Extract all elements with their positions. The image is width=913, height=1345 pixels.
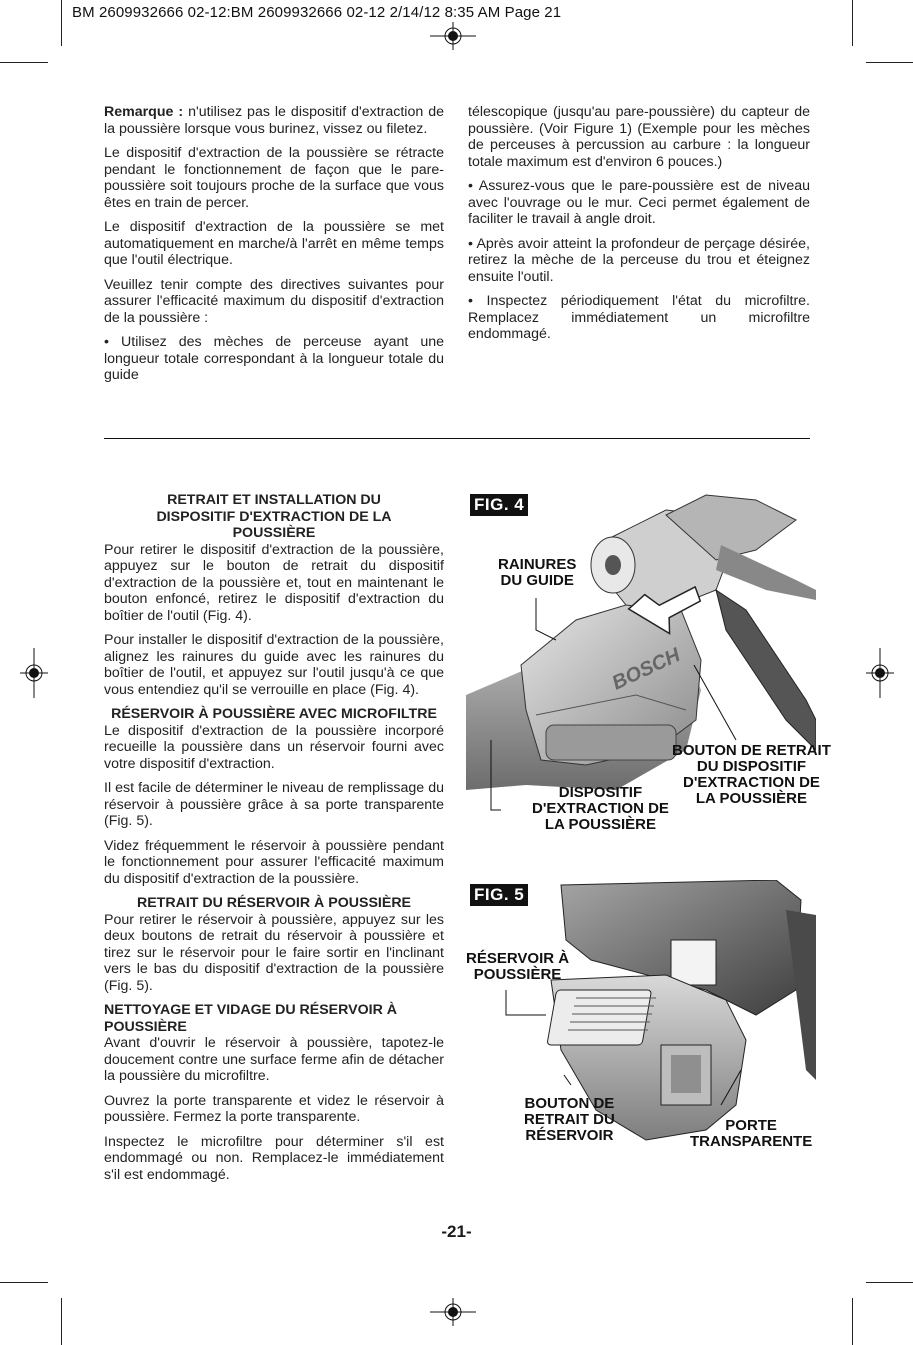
top-right-column <box>468 104 810 351</box>
paragraph: Le dispositif d'extraction de la poussière se rétracte pendant le fonctionnement de façon que le pare-poussière soit toujours proche de la surface que vous êtes en train de percer. <box>104 145 444 211</box>
paragraph: Pour retirer le dispositif d'extraction de la poussière, appuyez sur le bouton de retrait du dispositif d'extraction de la poussière et, tout en maintenant le bouton enfoncé, retirez le dispositif d'extraction du boîtier de l'outil (Fig. 4). <box>104 541 444 624</box>
registration-mark-icon <box>430 22 476 50</box>
note-lead: Remarque : <box>104 104 184 120</box>
registration-mark-icon <box>20 648 48 698</box>
bullet-paragraph: • Inspectez périodiquement l'état du microfiltre. Remplacez immédiatement un microfiltre endommagé. <box>468 293 810 342</box>
figure-4 <box>466 490 831 850</box>
figure-tag: FIG. 4 <box>470 494 528 516</box>
section-title: RÉSERVOIR À POUSSIÈRE AVEC MICROFILTRE <box>111 706 437 722</box>
transparent-door-label: PORTE TRANSPARENTE <box>690 1117 813 1150</box>
section-title: NETTOYAGE ET VIDAGE DU RÉSERVOIR À POUSSIÈRE <box>104 1002 398 1035</box>
paragraph: Inspectez le microfiltre pour déterminer s'il est endommagé ou non. Remplacez-le immédiatement s'il est endommagé. <box>104 1133 444 1183</box>
bottom-left-column <box>104 492 444 1191</box>
note-text: n'utilisez pas le dispositif d'extraction de la poussière lorsque vous burinez, vissez ou filetez. <box>104 104 444 137</box>
crop-mark <box>866 1282 913 1283</box>
container-release-button-label: BOUTON DE RETRAIT DU RÉSERVOIR <box>524 1095 615 1144</box>
crop-mark <box>852 0 853 46</box>
crop-mark <box>0 1282 48 1283</box>
dust-container-label: RÉSERVOIR À POUSSIÈRE <box>466 950 570 983</box>
crop-mark <box>0 62 48 63</box>
bullet-paragraph: • Après avoir atteint la profondeur de perçage désirée, retirez la mèche de la perceuse du trou et éteignez ensuite l'outil. <box>468 235 810 285</box>
bullet-paragraph: • Assurez-vous que le pare-poussière est de niveau avec l'ouvrage ou le mur. Ceci permet également de faciliter le travail à angle droit. <box>468 178 810 227</box>
paragraph: télescopique (jusqu'au pare-poussière) du capteur de poussière. (Voir Figure 1) (Exemple pour les mèches de perceuses à percussion au carbure : la longueur totale maximum est d'environ 6 pouces.) <box>468 104 810 170</box>
crop-mark <box>61 0 62 46</box>
guide-grooves-label: RAINURES DU GUIDE <box>498 556 577 589</box>
crop-mark <box>852 1298 853 1345</box>
paragraph: Pour retirer le réservoir à poussière, appuyez sur les deux boutons de retrait du réservoir à poussière et tirez sur le réservoir pour le faire sortir en l'inclinant vers le bas du dispositif d'extraction de la poussière (Fig. 5). <box>104 911 444 994</box>
section-title: RETRAIT DU RÉSERVOIR À POUSSIÈRE <box>136 895 412 911</box>
page-number: -21- <box>441 1222 472 1241</box>
brand-logo: BOSCH <box>608 644 684 695</box>
registration-mark-icon <box>430 1298 476 1326</box>
section-title: RETRAIT ET INSTALLATION DU DISPOSITIF D'EXTRACTION DE LA POUSSIÈRE <box>156 492 392 541</box>
note-paragraph <box>104 104 444 137</box>
paragraph: Le dispositif d'extraction de la poussière se met automatiquement en marche/à l'arrêt en même temps que l'outil électrique. <box>104 219 444 268</box>
bullet-paragraph: • Utilisez des mèches de perceuse ayant une longueur totale correspondant à la longueur totale du guide <box>104 334 444 383</box>
paragraph: Le dispositif d'extraction de la poussière incorporé recueille la poussière dans un réservoir fourni avec votre dispositif d'extraction. <box>104 722 444 772</box>
crop-mark <box>61 1298 62 1345</box>
print-slug: BM 2609932666 02-12:BM 2609932666 02-12 2/14/12 8:35 AM Page 21 <box>72 4 562 21</box>
dust-extractor-label: DISPOSITIF D'EXTRACTION DE LA POUSSIÈRE <box>532 784 669 833</box>
paragraph: Videz fréquemment le réservoir à poussière pendant le fonctionnement pour assurer l'efficacité maximum du dispositif d'extraction de la poussière. <box>104 837 444 887</box>
release-button-label: BOUTON DE RETRAIT DU DISPOSITIF D'EXTRACTION DE LA POUSSIÈRE <box>672 742 831 807</box>
paragraph: Avant d'ouvrir le réservoir à poussière, tapotez-le doucement contre une surface ferme afin de détacher la poussière du microfiltre. <box>104 1035 444 1084</box>
crop-mark <box>866 62 913 63</box>
section-divider <box>104 438 810 439</box>
figure-5 <box>466 880 816 1160</box>
figure-tag: FIG. 5 <box>470 884 528 906</box>
paragraph: Ouvrez la porte transparente et videz le réservoir à poussière. Fermez la porte transparente. <box>104 1092 444 1125</box>
paragraph: Il est facile de déterminer le niveau de remplissage du réservoir à poussière grâce à sa porte transparente (Fig. 5). <box>104 780 444 829</box>
registration-mark-icon <box>866 648 894 698</box>
top-left-column <box>104 104 444 392</box>
paragraph: Veuillez tenir compte des directives suivantes pour assurer l'efficacité maximum du dispositif d'extraction de la poussière : <box>104 276 444 326</box>
paragraph: Pour installer le dispositif d'extraction de la poussière, alignez les rainures du guide avec les rainures du boîtier de l'outil, et appuyez sur l'outil jusqu'à ce que vous entendiez qu'il se verrouille en place (Fig. 4). <box>104 632 444 698</box>
